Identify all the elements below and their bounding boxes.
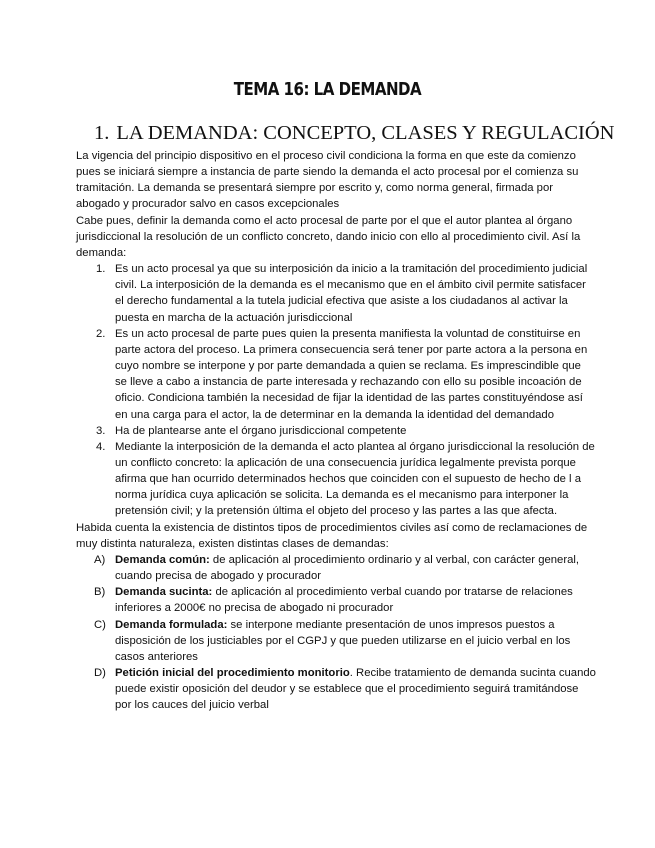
list-item-text: se interpone mediante presentación de unos impresos puestos a disposición de los justiciables por el CGPJ y que pueden utilizarse en el juicio verbal en los casos anteriores [115, 618, 571, 663]
intro-paragraph: La vigencia del principio dispositivo en el proceso civil condiciona la forma en que este da comienzo pues se iniciará siempre a instancia de parte siendo la demanda el acto procesal por el comienza su tramitación. La demanda se presentará siempre por escrito y, como norma general, firmada por abogado y procurador salvo en casos excepcionales [76, 150, 579, 211]
list-marker: 2. [96, 327, 106, 340]
list-item-text: Ha de plantearse ante el órgano jurisdiccional competente [115, 424, 407, 437]
list-item [76, 665, 596, 713]
list-item [76, 439, 596, 520]
document-body [76, 148, 596, 713]
list-item [76, 617, 596, 665]
list-item-term: Demanda formulada: [115, 618, 228, 631]
section-heading-text: LA DEMANDA: CONCEPTO, CLASES Y REGULACIÓN [116, 122, 615, 144]
definition-paragraph: Cabe pues, definir la demanda como el acto procesal de parte por el que el autor plantea al órgano jurisdiccional la resolución de un conflicto concreto, dando inicio con ello al procedimiento civil. Así la demanda: [76, 214, 581, 259]
list-item-text: de aplicación al procedimiento verbal cuando por tratarse de relaciones inferiores a 2000€ no precisa de abogado ni procurador [115, 586, 573, 615]
list-item-term: Petición inicial del procedimiento monitorio [115, 667, 350, 679]
list-marker: 3. [96, 424, 106, 437]
list-item-term: Demanda común: [115, 553, 210, 566]
list-item-text: Es un acto procesal ya que su interposición da inicio a la tramitación del procedimiento judicial civil. La interposición de la demanda es el mecanismo que en el ámbito civil permite satisfacer el derecho fundamental a la tutela judicial efectiva que asiste a los ciudadanos al activar la puesta en marcha de la actuación jurisdiccional [115, 263, 588, 324]
list-item [76, 423, 596, 439]
list-item [76, 584, 596, 616]
section-number: 1. [94, 122, 110, 144]
document-title: TEMA 16: LA DEMANDA [233, 80, 422, 100]
list-item-text: Mediante la interposición de la demanda el acto plantea al órgano jurisdiccional la resolución de un conflicto concreto: la aplicación de una consecuencia jurídica legalmente prevista porque afirma que han ocurrido determinados hechos que coinciden con el supuesto de hecho de l a norma jurídica cuya aplicación se solicita. La demanda es el mecanismo para interponer la pretensión civil; y la pretensión última el objeto del proceso y las partes a las que afecta. [115, 440, 595, 518]
list-marker: C) [94, 618, 106, 631]
demand-classes-list [76, 552, 596, 714]
list-marker: A) [94, 553, 106, 566]
list-marker: 1. [96, 263, 106, 276]
list-item-text: . Recibe tratamiento de demanda sucinta cuando puede existir oposición del deudor y se establece que el procedimiento seguirá tramitándose por los cauces del juicio verbal [115, 667, 596, 712]
list-item-text: Es un acto procesal de parte pues quien la presenta manifiesta la voluntad de constituirse en parte actora del proceso. La primera consecuencia será tener por parte actora a la persona en cuyo nombre se interpone y por parte demandada a quien se reclama. Es imprescindible que se lleve a cabo a instancia de parte interesada y rechazando con ello su posible incoación de oficio. Condiciona también la necesidad de fijar la identidad de las partes constituyéndose así en una carga para el actor, la de determinar en la demanda la identidad del demandado [115, 327, 588, 421]
list-item [76, 326, 596, 423]
list-item [76, 261, 596, 326]
list-item [76, 552, 596, 584]
classes-paragraph: Habida cuenta la existencia de distintos tipos de procedimientos civiles así como de reclamaciones de muy distinta naturaleza, existen distintas clases de demandas: [76, 521, 588, 550]
list-item-term: Demanda sucinta: [115, 586, 213, 599]
list-marker: B) [94, 586, 106, 599]
list-item-text: de aplicación al procedimiento ordinario y al verbal, con carácter general, cuando precisa de abogado y procurador [115, 553, 580, 583]
characteristics-list [76, 261, 596, 520]
list-marker: 4. [96, 440, 106, 453]
list-marker: D) [94, 667, 106, 679]
section-heading [94, 120, 614, 146]
